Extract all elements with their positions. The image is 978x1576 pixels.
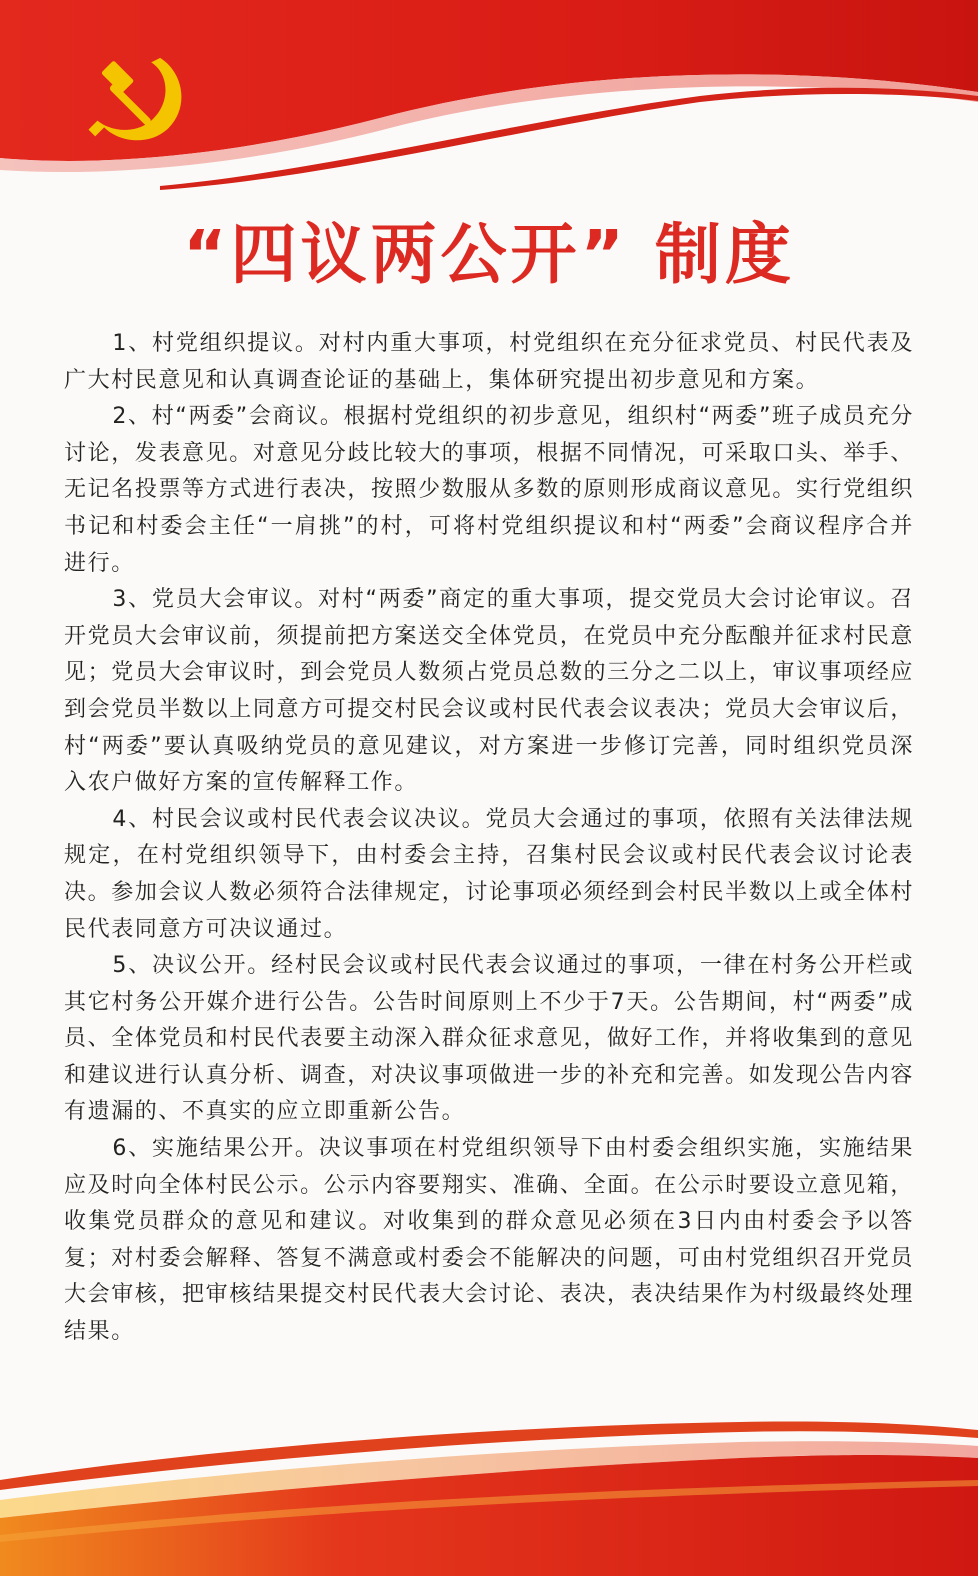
page-title: “四议两公开” 制度 (183, 216, 795, 293)
clause-6: 6、实施结果公开。决议事项在村党组织领导下由村委会组织实施，实施结果应及时向全体村民公示。公示内容要翔实、准确、全面。在公示时要设立意见箱，收集党员群众的意见和建议。对收集到的群众意见必须在3日内由村委会予以答复；对村委会解释、答复不满意或村委会不能解决的问题，可由村党组织召开党员大会审核，把审核结果提交村民代表大会讨论、表决，表决结果作为村级最终处理结果。 (64, 1136, 914, 1345)
clause-2: 2、村“两委”会商议。根据村党组织的初步意见，组织村“两委”班子成员充分讨论，发表意见。对意见分歧比较大的事项，根据不同情况，可采取口头、举手、无记名投票等方式进行表决，按照少数服从多数的原则形成商议意见。实行党组织书记和村委会主任“一肩挑”的村，可将村党组织提议和村“两委”会商议程序合并进行。 (64, 404, 914, 576)
hammer-and-sickle-icon (84, 40, 196, 152)
clause-1: 1、村党组织提议。对村内重大事项，村党组织在充分征求党员、村民代表及广大村民意见和认真调查论证的基础上，集体研究提出初步意见和方案。 (64, 331, 914, 393)
regulation-body (64, 326, 914, 1351)
clause-3: 3、党员大会审议。对村“两委”商定的重大事项，提交党员大会讨论审议。召开党员大会审议前，须提前把方案送交全体党员，在党员中充分酝酿并征求村民意见；党员大会审议时，到会党员人数须占党员总数的三分之二以上，审议事项经应到会党员半数以上同意方可提交村民会议或村民代表会议表决；党员大会审议后，村“两委”要认真吸纳党员的意见建议，对方案进一步修订完善，同时组织党员深入农户做好方案的宣传解释工作。 (64, 587, 914, 796)
clause-4: 4、村民会议或村民代表会议决议。党员大会通过的事项，依照有关法律法规规定，在村党组织领导下，由村委会主持，召集村民会议或村民代表会议讨论表决。参加会议人数必须符合法律规定，讨论事项必须经到会村民半数以上或全体村民代表同意方可决议通过。 (64, 806, 914, 942)
bottom-red-banner (0, 1330, 978, 1576)
clause-5: 5、决议公开。经村民会议或村民代表会议通过的事项，一律在村务公开栏或其它村务公开媒介进行公告。公告时间原则上不少于7天。公告期间，村“两委”成员、全体党员和村民代表要主动深入群众征求意见，做好工作，并将收集到的意见和建议进行认真分析、调查，对决议事项做进一步的补充和完善。如发现公告内容有遗漏的、不真实的应立即重新公告。 (64, 953, 914, 1125)
